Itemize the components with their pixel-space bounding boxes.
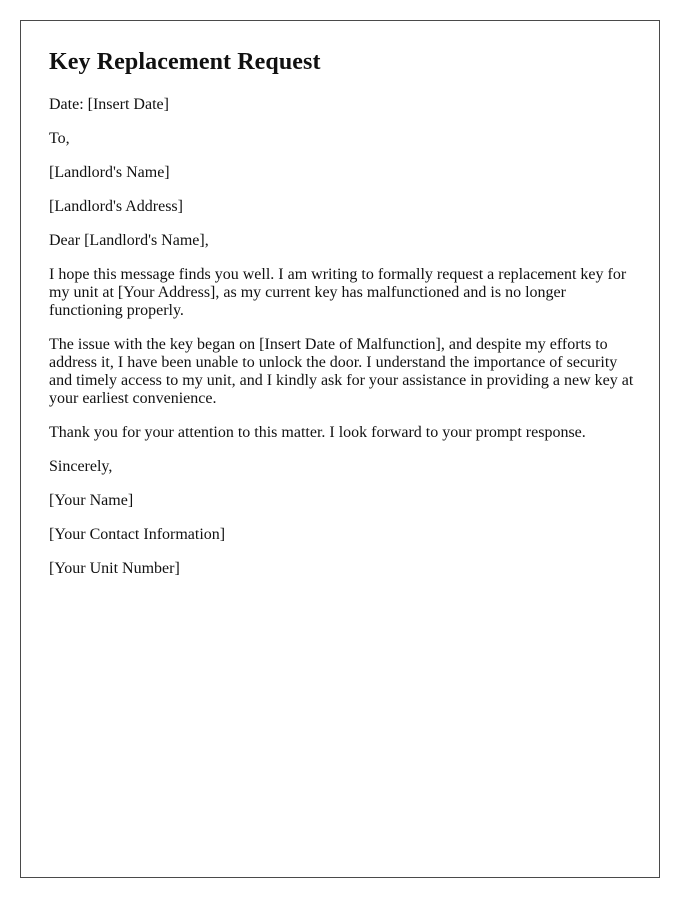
body-paragraph-3: Thank you for your attention to this matter. I look forward to your prompt response. [49, 424, 586, 441]
to-line: To, [49, 130, 70, 147]
sender-name: [Your Name] [49, 492, 134, 509]
body-paragraph-1: I hope this message finds you well. I am writing to formally request a replacement key for my unit at [Your Address], as my current key has malfunctioned and is no longer functioning properly. [49, 266, 627, 319]
letter-content [49, 47, 639, 578]
closing: Sincerely, [49, 458, 113, 475]
letter-page [20, 20, 660, 878]
letter-title: Key Replacement Request [49, 49, 321, 75]
sender-contact: [Your Contact Information] [49, 526, 226, 543]
body-paragraph-2: The issue with the key began on [Insert Date of Malfunction], and despite my efforts to address it, I have been unable to unlock the door. I understand the importance of security and timely access to my unit, and I kindly ask for your assistance in providing a new key at your earliest convenience. [49, 336, 634, 407]
salutation: Dear [Landlord's Name], [49, 232, 209, 249]
date-line: Date: [Insert Date] [49, 96, 169, 113]
landlord-name: [Landlord's Name] [49, 164, 170, 181]
sender-unit: [Your Unit Number] [49, 560, 180, 577]
landlord-address: [Landlord's Address] [49, 198, 183, 215]
